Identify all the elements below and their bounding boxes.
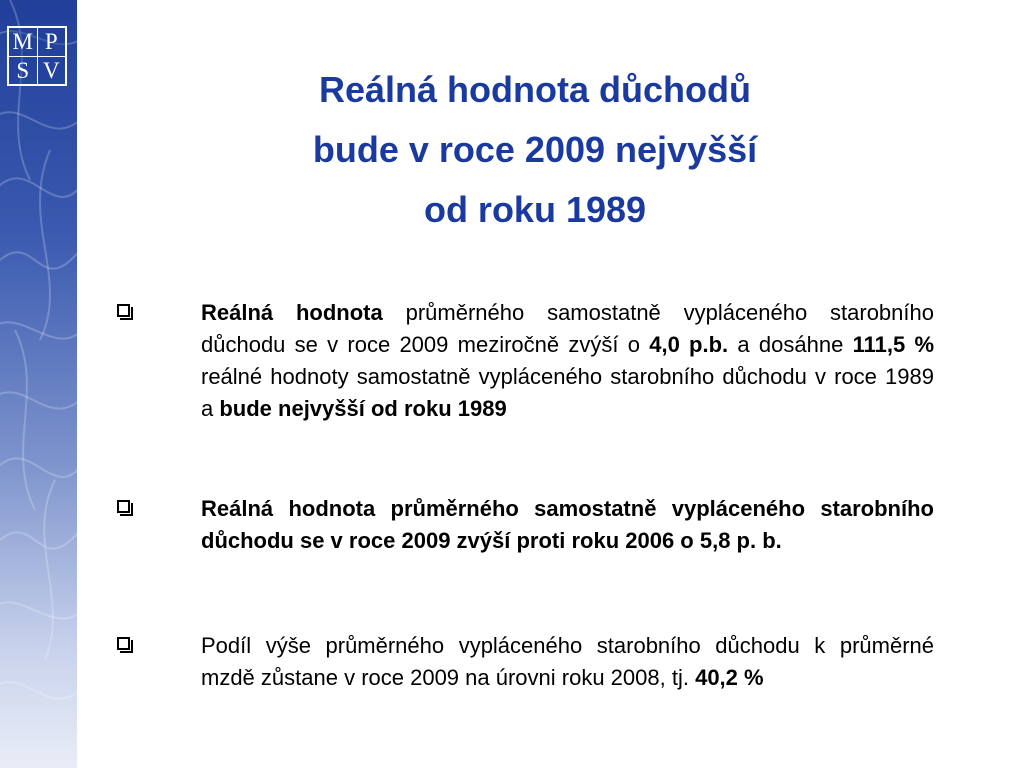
- bullet-item: [117, 493, 937, 557]
- logo-letter: P: [37, 28, 66, 56]
- bullet-item: [117, 630, 937, 694]
- title-line: bude v roce 2009 nejvyšší: [312, 129, 758, 170]
- sidebar-decoration: [0, 0, 77, 768]
- text: a dosáhne: [728, 332, 853, 357]
- checkbox-bullet-icon: [117, 304, 130, 317]
- bold-text: bude nejvyšší od roku 1989: [219, 396, 507, 421]
- bullet-text: [201, 297, 934, 425]
- bold-text: 40,2 %: [695, 665, 764, 690]
- bold-text: Reálná hodnota: [201, 300, 383, 325]
- text: reálné hodnoty samostatně vypláceného starobního důchodu v roce 1989 a: [201, 364, 934, 421]
- checkbox-bullet-icon: [117, 500, 130, 513]
- text: průměrného samostatně vypláceného starobního důchodu se v roce 2009 meziročně zvýší o: [201, 300, 934, 357]
- calligraphy-pattern: [0, 0, 77, 768]
- bold-text: 111,5 %: [852, 332, 934, 357]
- bullet-item: [117, 297, 937, 425]
- bullet-text: [201, 630, 934, 694]
- bold-text: 4,0 p.b.: [649, 332, 729, 357]
- title-line: Reálná hodnota důchodů: [319, 69, 751, 110]
- mpsv-logo: [7, 26, 67, 86]
- text: Podíl výše průměrného vypláceného starobního důchodu k průměrné mzdě zůstane v roce 2009 na úrovni roku 2008, tj.: [201, 633, 934, 690]
- checkbox-bullet-icon: [117, 637, 130, 650]
- title-line: od roku 1989: [423, 189, 647, 230]
- bullet-text: [201, 493, 934, 557]
- logo-letter: S: [16, 57, 30, 83]
- logo-letter: V: [37, 57, 66, 85]
- slide-title: [150, 60, 920, 240]
- bold-text: Reálná hodnota průměrného samostatně vypláceného starobního důchodu se v roce 2009 zvýší proti roku 2006 o 5,8 p. b.: [201, 496, 934, 553]
- logo-letter: M: [12, 29, 33, 55]
